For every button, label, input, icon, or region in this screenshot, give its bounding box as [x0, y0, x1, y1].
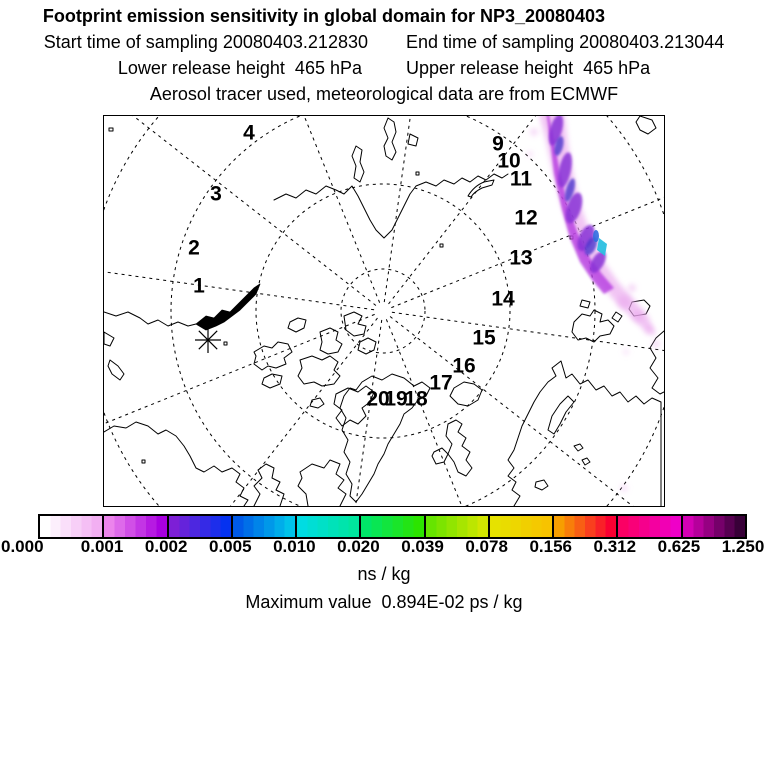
- figure-title: Footprint emission sensitivity in global domain for NP3_20080403: [42, 6, 606, 26]
- colorbar-tick-labels: [0, 537, 768, 557]
- trajectory-point-label: 3: [210, 182, 222, 206]
- colorbar-segment: [169, 516, 233, 537]
- trajectory-point-label: 12: [514, 206, 538, 230]
- colorbar-segment: [554, 516, 618, 537]
- colorbar-tick: 0.005: [208, 537, 252, 556]
- trajectory-point-label: 18: [404, 387, 428, 411]
- colorbar-segment: [104, 516, 168, 537]
- colorbar-tick: 0.010: [273, 537, 316, 556]
- colorbar-segment: [40, 516, 104, 537]
- upper-release-height-text: Upper release height 465 hPa: [406, 58, 651, 78]
- colorbar-tick: 0.625: [657, 537, 701, 556]
- release-heights-line: [0, 58, 768, 78]
- start-time-text: Start time of sampling 20080403.212830: [43, 32, 368, 52]
- colorbar-tick: 0.000: [1, 537, 44, 556]
- colorbar-segment: [490, 516, 554, 537]
- colorbar-segment: [361, 516, 425, 537]
- colorbar-segment: [297, 516, 361, 537]
- trajectory-point-label: 11: [509, 167, 533, 191]
- colorbar-segment: [618, 516, 682, 537]
- colorbar-tick: 0.020: [337, 537, 380, 556]
- trajectory-point-label: 1: [193, 274, 205, 298]
- maximum-value-label: Maximum value 0.894E-02 ps / kg: [245, 592, 523, 612]
- trajectory-point-label: 13: [509, 246, 533, 270]
- trajectory-point-label: 15: [472, 326, 496, 350]
- trajectory-point-label: 4: [243, 121, 255, 145]
- colorbar-segment: [233, 516, 297, 537]
- trajectory-point-label: 2: [188, 236, 200, 260]
- trajectory-point-label: 9: [492, 132, 504, 156]
- lower-release-height-text: Lower release height 465 hPa: [117, 58, 362, 78]
- colorbar-tick: 1.250: [721, 537, 765, 556]
- colorbar-tick: 0.312: [593, 537, 637, 556]
- trajectory-point-label: 14: [491, 287, 515, 311]
- colorbar-tick: 0.078: [465, 537, 508, 556]
- station-marker-icon: [194, 326, 222, 354]
- colorbar: [38, 514, 747, 539]
- colorbar-tick: 0.002: [144, 537, 188, 556]
- colorbar-segment: [683, 516, 745, 537]
- tracer-info-line: Aerosol tracer used, meteorological data are from ECMWF: [149, 84, 619, 104]
- colorbar-units-label: ns / kg: [357, 564, 411, 584]
- colorbar-tick: 0.156: [529, 537, 572, 556]
- trajectory-point-label: 16: [452, 354, 476, 378]
- sampling-times-line: [0, 32, 768, 52]
- trajectory-point-label: 10: [497, 149, 521, 173]
- map-overlay: [104, 116, 664, 506]
- colorbar-segment: [426, 516, 490, 537]
- trajectory-point-label: 17: [429, 371, 453, 395]
- colorbar-tick: 0.039: [401, 537, 444, 556]
- colorbar-tick: 0.001: [80, 537, 124, 556]
- end-time-text: End time of sampling 20080403.213044: [406, 32, 725, 52]
- trajectory-point-label: 20: [366, 387, 390, 411]
- polar-map: [103, 115, 665, 507]
- trajectory-point-label: 19: [384, 387, 408, 411]
